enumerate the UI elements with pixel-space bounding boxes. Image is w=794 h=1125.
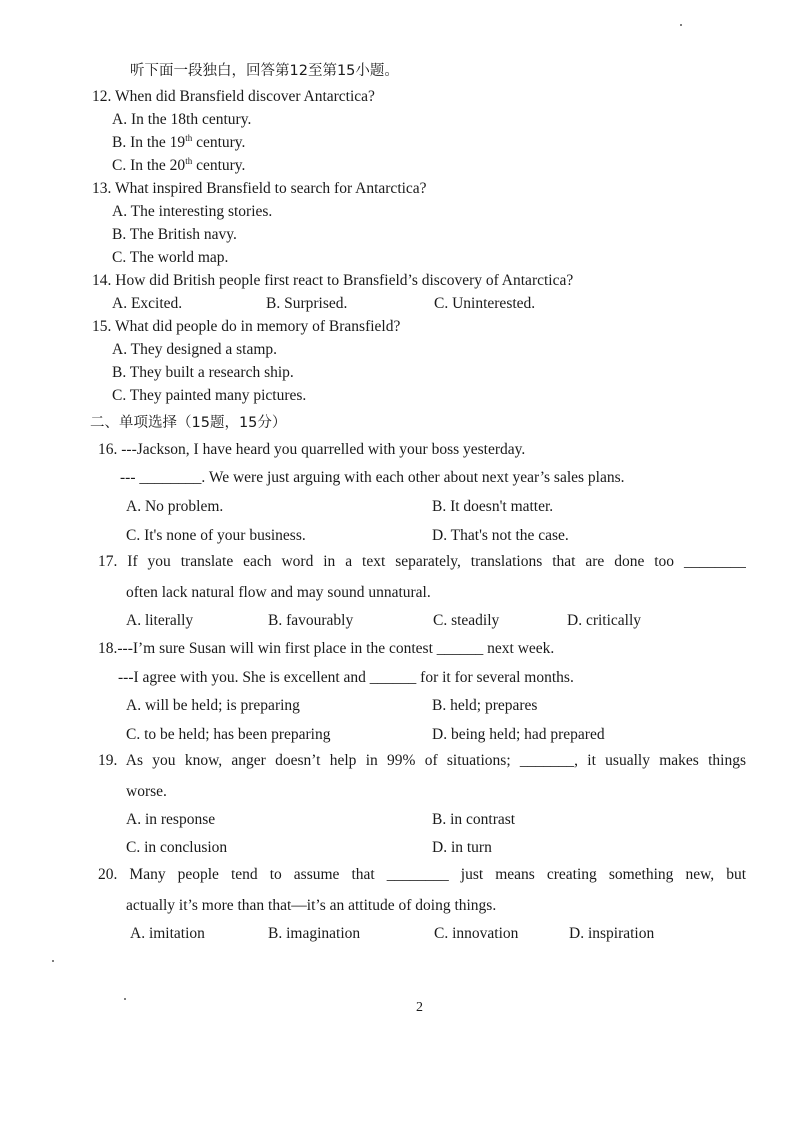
question-16-option-b: B. It doesn't matter. xyxy=(432,498,554,515)
question-20-line-1: 20. Many people tend to assume that ________ just means creating something new, but xyxy=(98,866,746,883)
question-19-line-1: 19. As you know, anger doesn’t help in 99% of situations; _______, it usually makes things xyxy=(98,752,746,769)
question-17-option-c: C. steadily xyxy=(433,612,500,629)
question-20-option-b: B. imagination xyxy=(268,925,361,942)
question-14-option-c: C. Uninterested. xyxy=(434,295,536,312)
scan-speck xyxy=(52,960,54,962)
question-13-option-c: C. The world map. xyxy=(112,249,229,266)
question-13-stem: 13. What inspired Bransfield to search for Antarctica? xyxy=(92,180,427,197)
question-17-line-2: often lack natural flow and may sound unnatural. xyxy=(126,584,431,601)
question-15-option-b: B. They built a research ship. xyxy=(112,364,294,381)
question-17-option-b: B. favourably xyxy=(268,612,354,629)
question-14-option-a: A. Excited. xyxy=(112,295,183,312)
question-16-line-2: --- ________. We were just arguing with each other about next year’s sales plans. xyxy=(120,469,625,486)
question-19-option-a: A. in response xyxy=(126,811,216,828)
listening-instruction: 听下面一段独白，回答第12至第15小题。 xyxy=(130,63,399,79)
question-16-option-c: C. It's none of your business. xyxy=(126,527,306,544)
page-number: 2 xyxy=(416,1000,423,1015)
question-16-option-d: D. That's not the case. xyxy=(432,527,569,544)
question-18-option-b: B. held; prepares xyxy=(432,697,538,714)
question-15-option-c: C. They painted many pictures. xyxy=(112,387,307,404)
question-18-line-2: ---I agree with you. She is excellent and ______ for it for several months. xyxy=(118,669,574,686)
scan-speck xyxy=(124,998,126,1000)
question-15-option-a: A. They designed a stamp. xyxy=(112,341,278,358)
question-20-option-a: A. imitation xyxy=(130,925,205,942)
question-14-stem: 14. How did British people first react to Bransfield’s discovery of Antarctica? xyxy=(92,272,574,289)
question-18-option-c: C. to be held; has been preparing xyxy=(126,726,331,743)
question-16-option-a: A. No problem. xyxy=(126,498,224,515)
question-19-option-b: B. in contrast xyxy=(432,811,516,828)
question-12-stem: 12. When did Bransfield discover Antarctica? xyxy=(92,88,375,105)
question-19-line-2: worse. xyxy=(126,783,167,800)
question-14-option-b: B. Surprised. xyxy=(266,295,348,312)
question-18-option-a: A. will be held; is preparing xyxy=(126,697,300,714)
question-19-option-d: D. in turn xyxy=(432,839,492,856)
question-20-line-2: actually it’s more than that—it’s an attitude of doing things. xyxy=(126,897,497,914)
scan-speck xyxy=(680,24,682,26)
question-15-stem: 15. What did people do in memory of Bransfield? xyxy=(92,318,401,335)
question-18-line-1: 18.---I’m sure Susan will win first place in the contest ______ next week. xyxy=(98,640,555,657)
question-12-option-c: C. In the 20th century. xyxy=(112,155,246,174)
question-12-option-b: B. In the 19th century. xyxy=(112,132,246,151)
question-18-option-d: D. being held; had prepared xyxy=(432,726,605,743)
question-12-option-a: A. In the 18th century. xyxy=(112,111,252,128)
question-20-option-d: D. inspiration xyxy=(569,925,655,942)
question-20-option-c: C. innovation xyxy=(434,925,519,942)
question-16-line-1: 16. ---Jackson, I have heard you quarrelled with your boss yesterday. xyxy=(98,441,526,458)
question-13-option-a: A. The interesting stories. xyxy=(112,203,273,220)
question-13-option-b: B. The British navy. xyxy=(112,226,237,243)
section-2-heading: 二、单项选择（15题，15分） xyxy=(90,415,287,431)
question-17-option-d: D. critically xyxy=(567,612,642,629)
question-17-option-a: A. literally xyxy=(126,612,194,629)
question-17-line-1: 17. If you translate each word in a text separately, translations that are done too ________ xyxy=(98,553,746,570)
question-19-option-c: C. in conclusion xyxy=(126,839,228,856)
